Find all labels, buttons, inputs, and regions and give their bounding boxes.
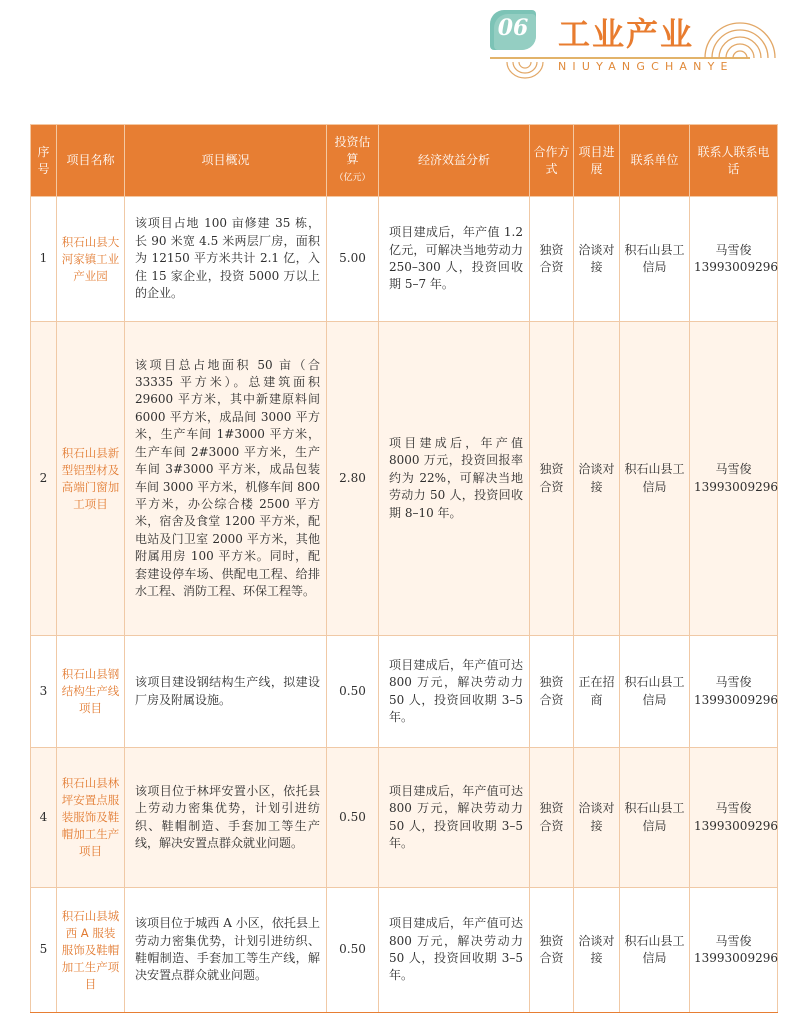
cell-unit: 积石山县工信局: [620, 322, 690, 636]
project-table-container: [30, 124, 777, 1013]
cell-coop: 独资合资: [530, 636, 574, 748]
cell-analysis: 项目建成后，年产值可达 800 万元，解决劳动力 50 人，投资回收期 3–5 年。: [379, 888, 530, 1013]
section-title: 工业产业: [558, 15, 695, 53]
contact-name: 马雪俊: [715, 675, 752, 690]
cell-progress: 洽谈对接: [574, 888, 620, 1013]
cell-coop: 独资合资: [530, 322, 574, 636]
header-unit: 联系单位: [620, 125, 690, 197]
contact-name: 马雪俊: [715, 242, 752, 257]
cell-coop: 独资合资: [530, 748, 574, 888]
cell-overview: 该项目位于城西 A 小区，依托县上劳动力密集优势，计划引进纺织、鞋帽制造、手套加工等生产线，解决安置点群众就业问题。: [125, 888, 327, 1013]
cell-name: 积石山县新型铝型材及高端门窗加工项目: [57, 322, 125, 636]
cell-unit: 积石山县工信局: [620, 197, 690, 322]
cell-analysis: 项目建成后，年产值 8000 万元，投资回报率约为 22%，可解决当地劳动力 50 人，投资回收期 8–10 年。: [379, 322, 530, 636]
cell-name: 积石山县钢结构生产线项目: [57, 636, 125, 748]
cell-progress: 洽谈对接: [574, 748, 620, 888]
contact-name: 马雪俊: [715, 801, 752, 816]
cell-seq: 1: [31, 197, 57, 322]
contact-phone: 13993009296: [694, 951, 778, 965]
header-analysis: 经济效益分析: [379, 125, 530, 197]
cell-progress: 正在招商: [574, 636, 620, 748]
cell-investment: 0.50: [327, 748, 379, 888]
contact-phone: 13993009296: [694, 260, 778, 274]
header-progress: 项目进展: [574, 125, 620, 197]
cell-investment: 5.00: [327, 197, 379, 322]
cell-name: 积石山县城西 A 服装服饰及鞋帽加工生产项目: [57, 888, 125, 1013]
header-contact: 联系人联系电话: [690, 125, 778, 197]
header-investment: 投资估算 （亿元）: [327, 125, 379, 197]
header-coop: 合作方式: [530, 125, 574, 197]
header-name: 项目名称: [57, 125, 125, 197]
cell-overview: 该项目占地 100 亩修建 35 栋，长 90 米宽 4.5 米两层厂房，面积为 12150 平方米共计 2.1 亿，入住 15 家企业，投资 5000 万以上的企业。: [125, 197, 327, 322]
cell-contact: [690, 322, 778, 636]
contact-phone: 13993009296: [694, 818, 778, 833]
chapter-number: 06: [497, 15, 529, 41]
cell-seq: 2: [31, 322, 57, 636]
cell-name: 积石山县林坪安置点服装服饰及鞋帽加工生产项目: [57, 748, 125, 888]
contact-phone: 13993009296: [694, 479, 778, 494]
table-row: [31, 197, 778, 322]
arcs-decoration-icon: [700, 10, 780, 60]
cell-contact: [690, 888, 778, 1013]
cell-name: 积石山县大河家镇工业产业园: [57, 197, 125, 322]
chapter-badge: [490, 10, 536, 50]
header-seq: 序号: [31, 125, 57, 197]
cell-contact: [690, 636, 778, 748]
cell-unit: 积石山县工信局: [620, 748, 690, 888]
cell-investment: 0.50: [327, 888, 379, 1013]
table-header-row: [31, 125, 778, 197]
cell-investment: 0.50: [327, 636, 379, 748]
cell-progress: 洽谈对接: [574, 197, 620, 322]
section-subtitle: NIUYANGCHANYE: [558, 60, 734, 73]
cell-seq: 4: [31, 748, 57, 888]
cell-analysis: 项目建成后，年产值 1.2 亿元，可解决当地劳动力 250–300 人，投资回收期 5–7 年。: [379, 197, 530, 322]
cell-unit: 积石山县工信局: [620, 888, 690, 1013]
cell-overview: 该项目总占地面积 50 亩（合 33335 平方米）。总建筑面积 29600 平方米，其中新建原料间 6000 平方米，成品间 3000 平方米，生产车间 1#3000 平方米，生产车间 2#3000 平方米，生产车间 3#3000 平方米，成品包装车间 3000 平方米，机修车间 800 平方米，办公综合楼 2500 平方米，宿舍及食堂 1200 平方米，配电站及门卫室 2000 平方米，其他附属用房 100 平方米。同时，配套建设停车场、供配电工程、给排水工程、消防工程、环保工程等。: [125, 322, 327, 636]
cell-overview: 该项目建设钢结构生产线，拟建设厂房及附属设施。: [125, 636, 327, 748]
contact-name: 马雪俊: [715, 462, 752, 477]
cell-contact: [690, 748, 778, 888]
contact-name: 马雪俊: [715, 933, 752, 948]
table-row: [31, 636, 778, 748]
cell-unit: 积石山县工信局: [620, 636, 690, 748]
cell-seq: 5: [31, 888, 57, 1013]
cell-analysis: 项目建成后，年产值可达 800 万元，解决劳动力 50 人，投资回收期 3–5 年。: [379, 748, 530, 888]
cell-analysis: 项目建成后，年产值可达 800 万元，解决劳动力 50 人，投资回收期 3–5 年。: [379, 636, 530, 748]
cell-progress: 洽谈对接: [574, 322, 620, 636]
table-row: [31, 888, 778, 1013]
table-row: [31, 322, 778, 636]
contact-phone: 13993009296: [694, 692, 778, 707]
cell-coop: 独资合资: [530, 197, 574, 322]
page-header: [0, 0, 807, 100]
project-table: [30, 124, 778, 1013]
small-arcs-icon: [505, 60, 545, 80]
table-row: [31, 748, 778, 888]
header-overview: 项目概况: [125, 125, 327, 197]
cell-coop: 独资合资: [530, 888, 574, 1013]
cell-contact: [690, 197, 778, 322]
cell-investment: 2.80: [327, 322, 379, 636]
cell-overview: 该项目位于林坪安置小区，依托县上劳动力密集优势，计划引进纺织、鞋帽制造、手套加工等生产线，解决安置点群众就业问题。: [125, 748, 327, 888]
cell-seq: 3: [31, 636, 57, 748]
